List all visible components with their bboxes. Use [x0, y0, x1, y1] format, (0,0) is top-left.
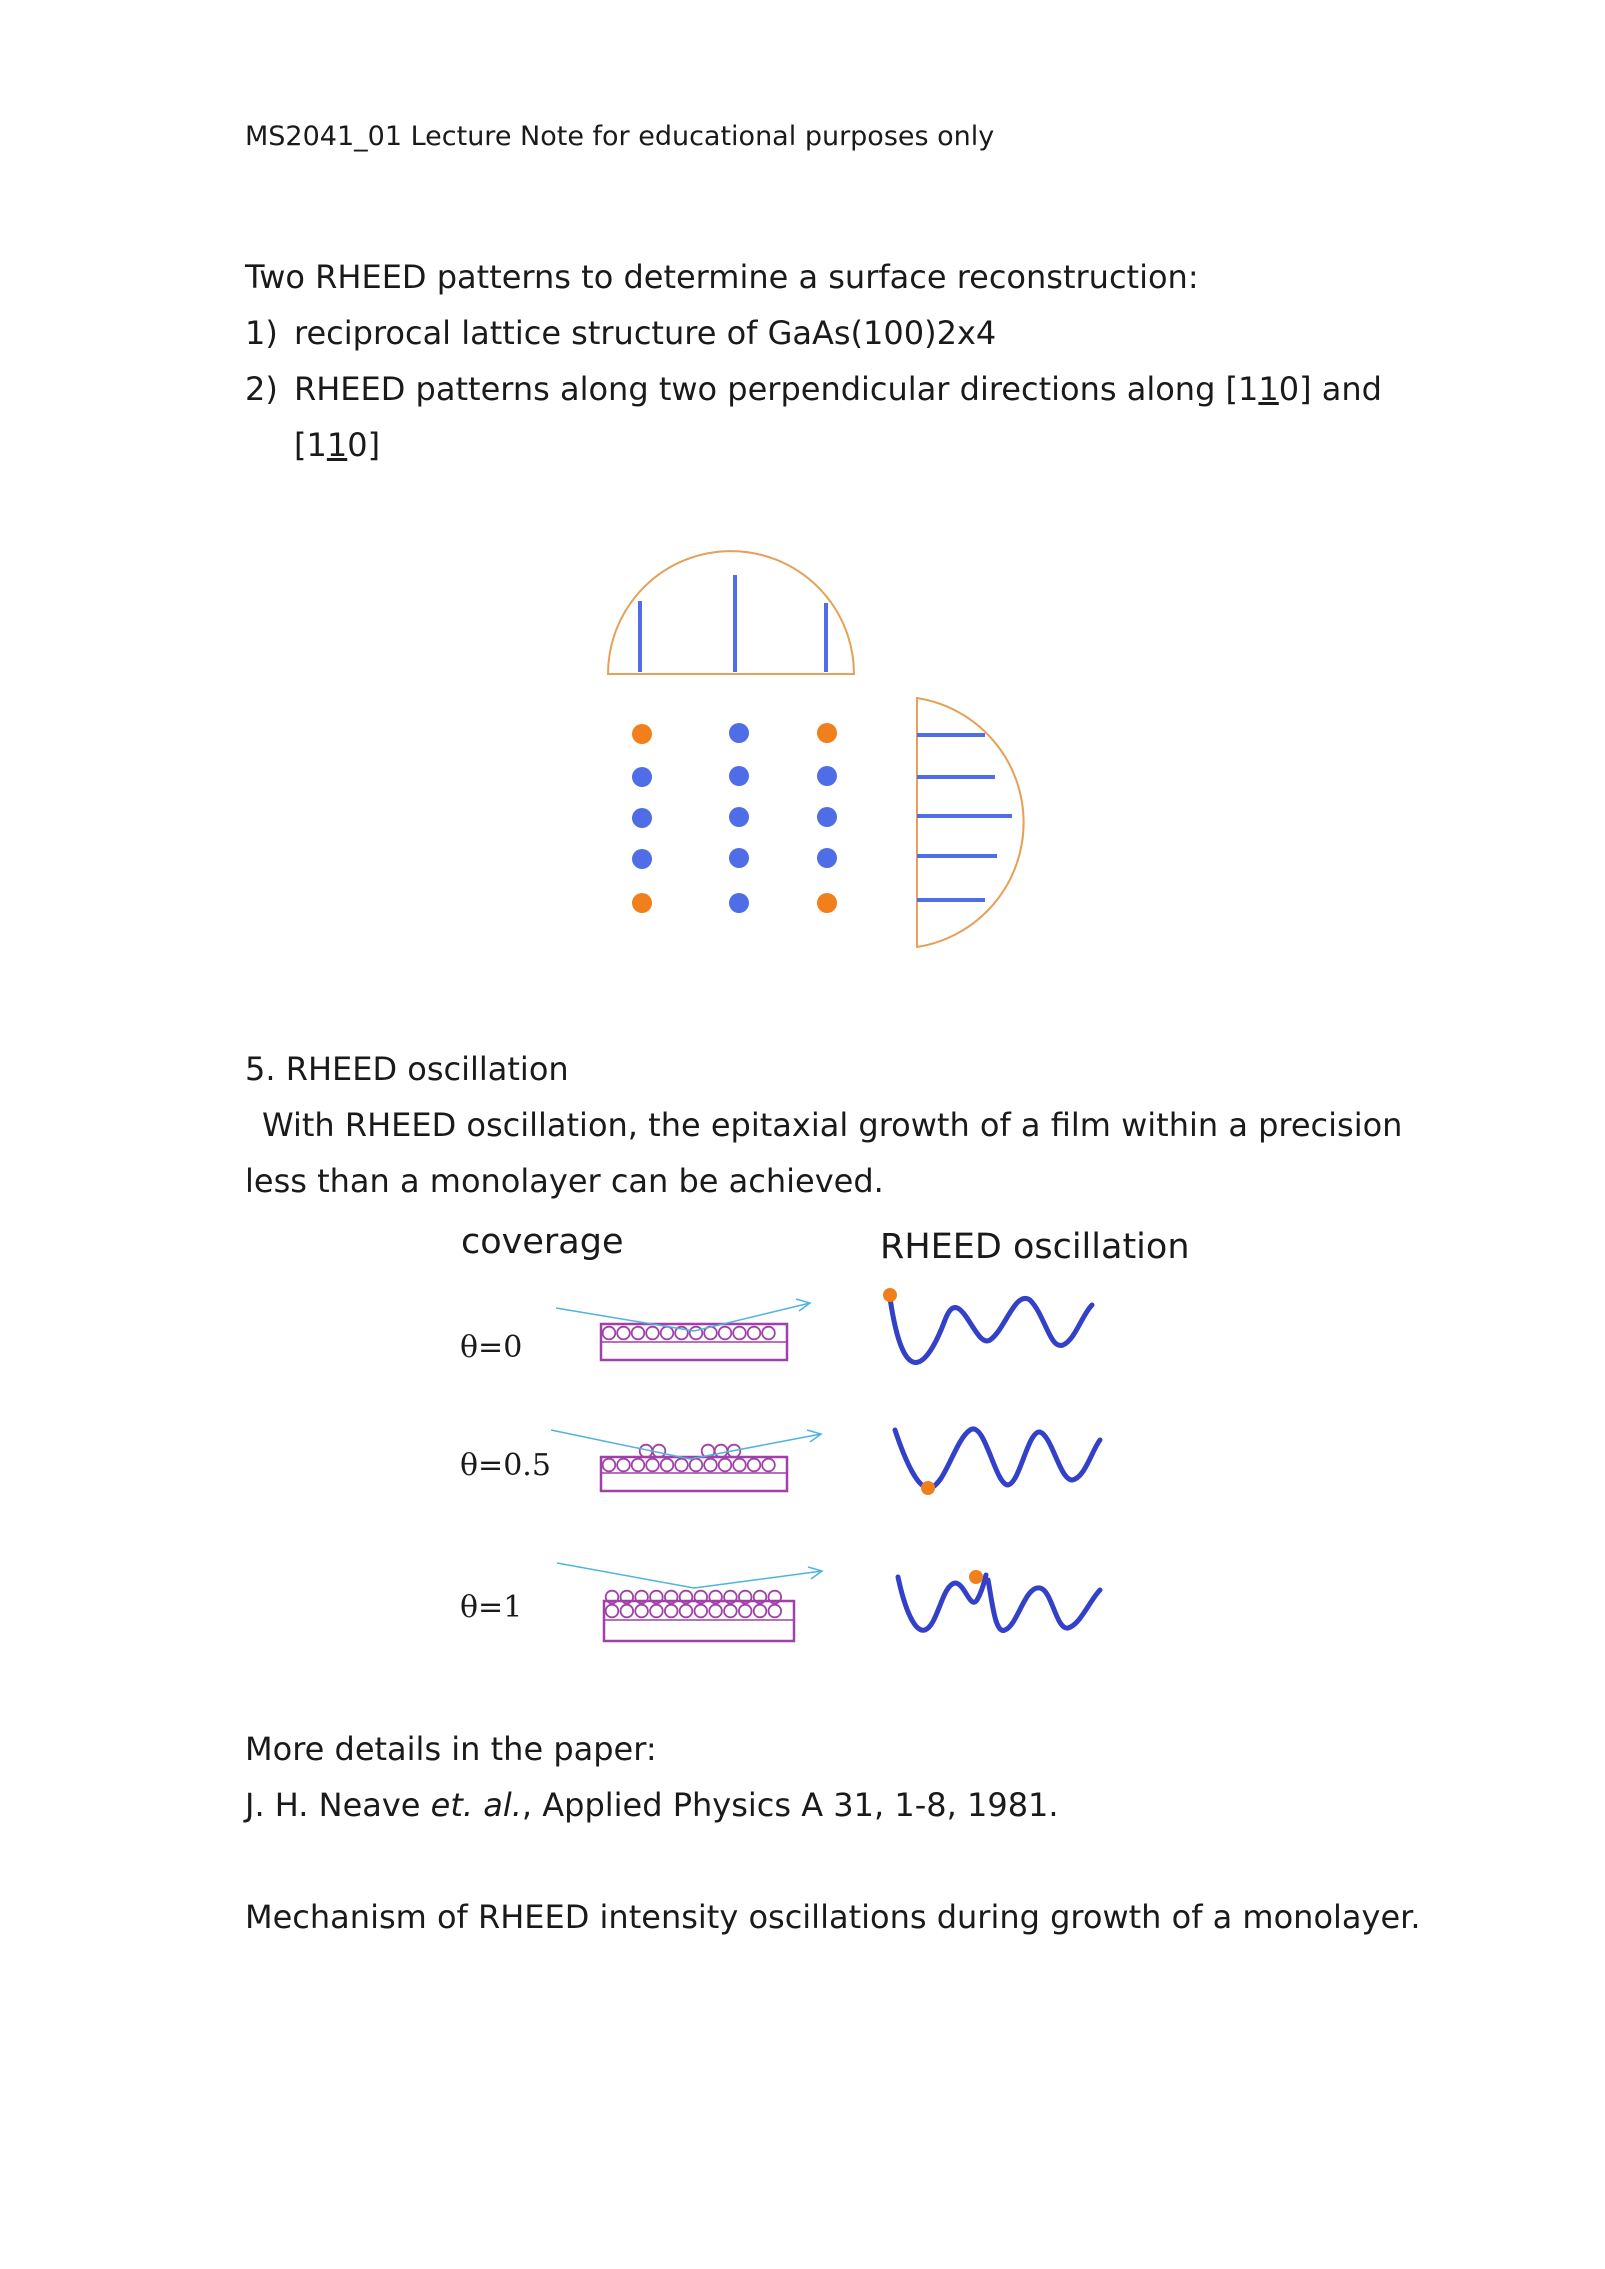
coverage-row-1: [557, 1563, 822, 1641]
atom: [680, 1605, 693, 1618]
atom-layer: [603, 1459, 775, 1472]
direction-1-digit-1: 1: [1238, 370, 1259, 408]
atom: [715, 1445, 728, 1458]
atom: [754, 1605, 767, 1618]
atom: [733, 1327, 746, 1340]
atom: [690, 1327, 703, 1340]
coverage-row-0: [556, 1299, 810, 1360]
atom: [617, 1327, 630, 1340]
direction-1-digit-3: 0: [1278, 370, 1300, 408]
list-item-1-number: 1): [245, 314, 278, 352]
citation-source: , Applied Physics A 31, 1-8, 1981.: [521, 1786, 1059, 1824]
direction-2-open-bracket: [: [294, 426, 307, 464]
atom: [635, 1605, 648, 1618]
atom: [675, 1459, 688, 1472]
oscillation-wave-1: [898, 1575, 1100, 1630]
atom: [650, 1605, 663, 1618]
coverage-label: coverage: [461, 1222, 624, 1262]
list-item-1-text: reciprocal lattice structure of GaAs(100)2x4: [294, 314, 997, 352]
direction-2-digit-2: 1: [326, 426, 348, 464]
atom: [709, 1605, 722, 1618]
mechanism-caption: Mechanism of RHEED intensity oscillations during growth of a monolayer.: [245, 1898, 1421, 1936]
atom: [695, 1605, 708, 1618]
list-item-2-number: 2): [245, 370, 278, 408]
incident-beam: [557, 1563, 694, 1588]
oscillation-marker-1: [969, 1570, 983, 1584]
atom: [632, 1459, 645, 1472]
atom: [762, 1459, 775, 1472]
atom: [704, 1459, 717, 1472]
citation-authors: J. H. Neave: [245, 1786, 431, 1824]
theta-0-5-label: θ=0.5: [460, 1448, 551, 1483]
list-item-2-text-end: ] and: [1299, 370, 1382, 408]
rheed-oscillation-label: RHEED oscillation: [880, 1227, 1190, 1267]
more-details-text: More details in the paper:: [245, 1730, 657, 1768]
theta-0-label: θ=0: [460, 1330, 523, 1365]
atom: [603, 1459, 616, 1472]
oscillation-wave-0: [890, 1298, 1092, 1362]
atom: [603, 1327, 616, 1340]
atom: [606, 1605, 619, 1618]
theta-1-label: θ=1: [460, 1590, 523, 1625]
incident-beam: [551, 1430, 690, 1459]
atom: [739, 1605, 752, 1618]
atom: [661, 1327, 674, 1340]
atom: [733, 1459, 746, 1472]
section-5-line-2: less than a monolayer can be achieved.: [245, 1162, 884, 1200]
oscillation-marker-0: [883, 1288, 897, 1302]
reflected-beam: [694, 1571, 822, 1588]
atom: [719, 1327, 732, 1340]
page-header: MS2041_01 Lecture Note for educational purposes only: [245, 121, 995, 152]
atom: [646, 1327, 659, 1340]
atom: [621, 1605, 634, 1618]
coverage-row-0-5: [551, 1430, 821, 1491]
section-5-heading: 5. RHEED oscillation: [245, 1050, 569, 1088]
atom: [617, 1459, 630, 1472]
list-item-2-text-start: RHEED patterns along two perpendicular directions along [: [294, 370, 1239, 408]
atom-layer: [603, 1327, 775, 1340]
atom: [646, 1459, 659, 1472]
atom: [665, 1605, 678, 1618]
direction-2-digit-3: 0: [347, 426, 368, 464]
direction-1-digit-2: 1: [1258, 370, 1279, 408]
atom: [690, 1459, 703, 1472]
direction-2-close-bracket: ]: [367, 426, 381, 464]
citation-etal: et. al.: [430, 1786, 522, 1824]
oscillation-wave-0-5: [895, 1429, 1100, 1488]
atom-layer: [606, 1605, 781, 1618]
oscillation-marker-0-5: [921, 1481, 935, 1495]
atom: [724, 1605, 737, 1618]
reflected-beam: [690, 1434, 821, 1459]
atom: [661, 1459, 674, 1472]
section-5-line-1: With RHEED oscillation, the epitaxial growth of a film within a precision: [262, 1106, 1403, 1144]
atom: [769, 1605, 782, 1618]
atom: [719, 1459, 732, 1472]
intro-title: Two RHEED patterns to determine a surface reconstruction:: [245, 258, 1199, 296]
atom: [632, 1327, 645, 1340]
citation: [245, 1786, 1059, 1824]
atom: [762, 1327, 775, 1340]
atom: [748, 1459, 761, 1472]
atom: [748, 1327, 761, 1340]
direction-2-digit-1: 1: [306, 426, 327, 464]
